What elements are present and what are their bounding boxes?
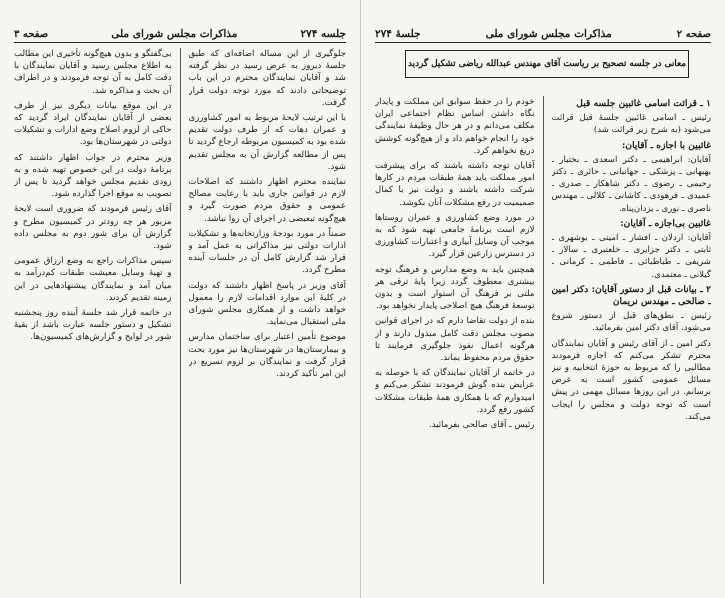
paragraph: بی‌گفتگو و بدون هیچ‌گونه تأخیری این مطالب به اطلاع مجلس رسید و آقایان نمایندگان با دقت کامل به آن توجه فرمودند و در اطراف آن بحث و مذاکره شد. xyxy=(14,49,172,96)
session-notice-box xyxy=(405,50,689,78)
right-running-head xyxy=(375,26,711,43)
paragraph: سپس مذاکرات راجع به وضع ارزاق عمومی و تهیهٔ وسایل معیشت طبقات کم‌درآمد به میان آمد و نمایندگان پیشنهادهایی در این زمینه تقدیم کردند. xyxy=(14,256,172,303)
paragraph: رئیس ـ اسامی غائبین جلسهٔ قبل قرائت می‌شود (به شرح زیر قرائت شد) xyxy=(551,113,711,136)
section-heading: غائبین بی‌اجازه ـ آقایان: xyxy=(620,217,711,229)
right-head-page-label: صفحه ۲ xyxy=(676,28,711,40)
left-head-title: مذاکرات مجلس شورای ملی xyxy=(111,28,238,40)
right-page xyxy=(361,0,725,598)
right-head-title: مذاکرات مجلس شورای ملی xyxy=(485,28,612,40)
paragraph: نماینده محترم اظهار داشتند که اصلاحات لازم در قوانین جاری باید با رعایت مصالح عمومی و حقوق مردم صورت گیرد و هیچ‌گونه تبعیضی در اجرای آن روا نباشد. xyxy=(188,177,346,224)
paragraph: با این ترتیب لایحهٔ مربوط به امور کشاورزی و عمران دهات که از طرف دولت تقدیم شده بود به کمیسیون مربوطه ارجاع گردید تا پس از مطالعه گزارش آن به مجلس تقدیم شود. xyxy=(188,113,346,172)
paragraph: دکتر امین ـ از آقای رئیس و آقایان نمایندگان محترم تشکر می‌کنم که اجازه فرمودند مطالبی را که مربوط به حوزهٔ انتخابیه و نیز مسائل عمومی کشور است به عرض برسانم. در این روزها مسائل مهمی در پیش است که توجه دولت و مجلس را ایجاب می‌کند. xyxy=(551,338,711,422)
left-column-divider xyxy=(180,48,181,584)
session-notice-text: معانی در جلسه تصحیح بر ریاست آقای مهندس عبدالله ریاضی تشکیل گردید xyxy=(408,59,686,69)
paragraph: رئیس ـ آقای صالحی بفرمائید. xyxy=(428,420,535,431)
left-page xyxy=(0,0,361,598)
right-columns xyxy=(375,96,711,584)
paragraph: در مورد وضع کشاورزی و عمران روستاها لازم است برنامهٔ جامعی تهیه شود که به موجب آن وسایل آبیاری و اعتبارات کشاورزی در دسترس زارعین قرار گیرد. xyxy=(375,212,535,260)
paragraph: بنده از دولت تقاضا دارم که در اجرای قوانین مصوب مجلس دقت کامل مبذول دارند و از هرگونه اعمال نفوذ جلوگیری فرمایند تا حقوق مردم محفوظ بماند. xyxy=(375,316,535,364)
paragraph: رئیس ـ نطق‌های قبل از دستور شروع می‌شود. آقای دکتر امین بفرمائید. xyxy=(551,311,711,334)
paragraph: آقای وزیر در پاسخ اظهار داشتند که دولت در کلیهٔ این موارد اقدامات لازم را معمول خواهد داشت و از همکاری مجلس شورای ملی استقبال می‌نماید. xyxy=(188,280,346,328)
paragraph: آقایان: ابراهیمی ـ دکتر اسعدی ـ بختیار ـ بهبهانی ـ پزشکی ـ جهانبانی ـ حائری ـ دکتر رحیمی ـ رضوی ـ دکتر شاهکار ـ صدری ـ عمیدی ـ فرهودی ـ کاشانی ـ کلالی ـ مهندس ناصری ـ نوری ـ یزدان‌پناه. xyxy=(551,154,711,214)
left-column-left xyxy=(14,48,172,584)
left-columns xyxy=(14,48,346,584)
right-column-left xyxy=(375,96,535,584)
right-head-session: جلسهٔ ۲۷۴ xyxy=(375,28,421,40)
section-heading: ۲ ـ بیانات قبل از دستور آقایان: دکتر امین ـ صالحی ـ مهندس نریمان xyxy=(551,283,711,308)
paragraph: در این موقع بیانات دیگری نیز از طرف بعضی از آقایان نمایندگان ایراد گردید که حاکی از لزوم اصلاح وضع ادارات و تشکیلات دولتی در شهرستان‌ها بود. xyxy=(14,100,172,148)
paragraph: در خاتمه قرار شد جلسهٔ آینده روز پنجشنبه تشکیل و دستور جلسه عبارت باشد از بقیهٔ شور در لوایح و گزارش‌های کمیسیون‌ها. xyxy=(14,308,172,343)
left-head-session: جلسه ۲۷۴ xyxy=(300,28,346,40)
paragraph: آقایان توجه داشته باشند که برای پیشرفت امور مملکت باید همهٔ طبقات مردم در کارها شرکت داشته باشند و دولت نیز با کمال صمیمیت در رفع مشکلات آنان بکوشد. xyxy=(375,161,535,208)
left-column-right xyxy=(189,48,347,584)
paragraph: جلوگیری از این مساله اضافه‌ای که طبق جلسهٔ دیروز به عرض رسید در نظر گرفته شد و آقایان نمایندگان محترم در این باب توضیحاتی دادند که مورد توجه دولت قرار گرفت. xyxy=(188,49,346,108)
section-heading: غائبین با اجازه ـ آقایان: xyxy=(621,139,711,151)
paragraph: آقای رئیس فرمودند که ضروری است لایحهٔ مزبور هر چه زودتر در کمیسیون مطرح و گزارش آن برای شور دوم به مجلس داده شود. xyxy=(14,204,172,252)
paragraph: آقایان: اردلان ـ افشار ـ امینی ـ بوشهری ـ ثابتی ـ دکتر جزایری ـ خلعتبری ـ سالار ـ شریفی ـ طباطبائی ـ فاطمی ـ کرمانی ـ گیلانی ـ معتمدی. xyxy=(551,233,711,280)
left-running-head xyxy=(14,26,346,43)
paragraph: وزیر محترم در جواب اظهار داشتند که برنامهٔ دولت در این خصوص تهیه شده و به زودی تقدیم مجلس خواهد گردید تا پس از تصویب به موقع اجرا گذارده شود. xyxy=(14,152,172,200)
left-head-page-label: صفحه ۳ xyxy=(14,28,49,40)
paragraph: موضوع تأمین اعتبار برای ساختمان مدارس و بیمارستان‌ها در شهرستان‌ها نیز مورد بحث قرار گرفت و نمایندگان بر لزوم تسریع در این امر تأکید کردند. xyxy=(188,332,346,380)
paragraph: در خاتمه از آقایان نمایندگان که با حوصله به عرایض بنده گوش فرمودند تشکر می‌کنم و امیدوارم که با همکاری همهٔ طبقات مشکلات کشور رفع گردد. xyxy=(375,368,535,415)
paragraph: ضمناً در مورد بودجهٔ وزارتخانه‌ها و تشکیلات ادارات دولتی نیز مذاکراتی به عمل آمد و قرار شد گزارش کامل آن در جلسات آینده مطرح گردد. xyxy=(188,228,346,276)
right-column-divider xyxy=(543,96,544,584)
paragraph: همچنین باید به وضع مدارس و فرهنگ توجه بیشتری معطوف گردد زیرا پایهٔ ترقی هر ملتی بر فرهنگ آن استوار است و بدون توسعهٔ فرهنگ هیچ اصلاحی پایدار نخواهد بود. xyxy=(375,264,535,312)
paragraph: خودم را در حفظ سوابق این مملکت و پایدار نگاه داشتن اساس نظام اجتماعی ایران مکلف می‌دانم و در هر حال وظیفهٔ نمایندگی خود را انجام خواهم داد و از هیچ‌گونه کوشش دریغ نخواهم کرد. xyxy=(375,97,535,156)
section-heading: ۱ ـ قرائت اسامی غائبین جلسه قبل xyxy=(576,98,711,109)
right-column-right xyxy=(552,96,712,584)
